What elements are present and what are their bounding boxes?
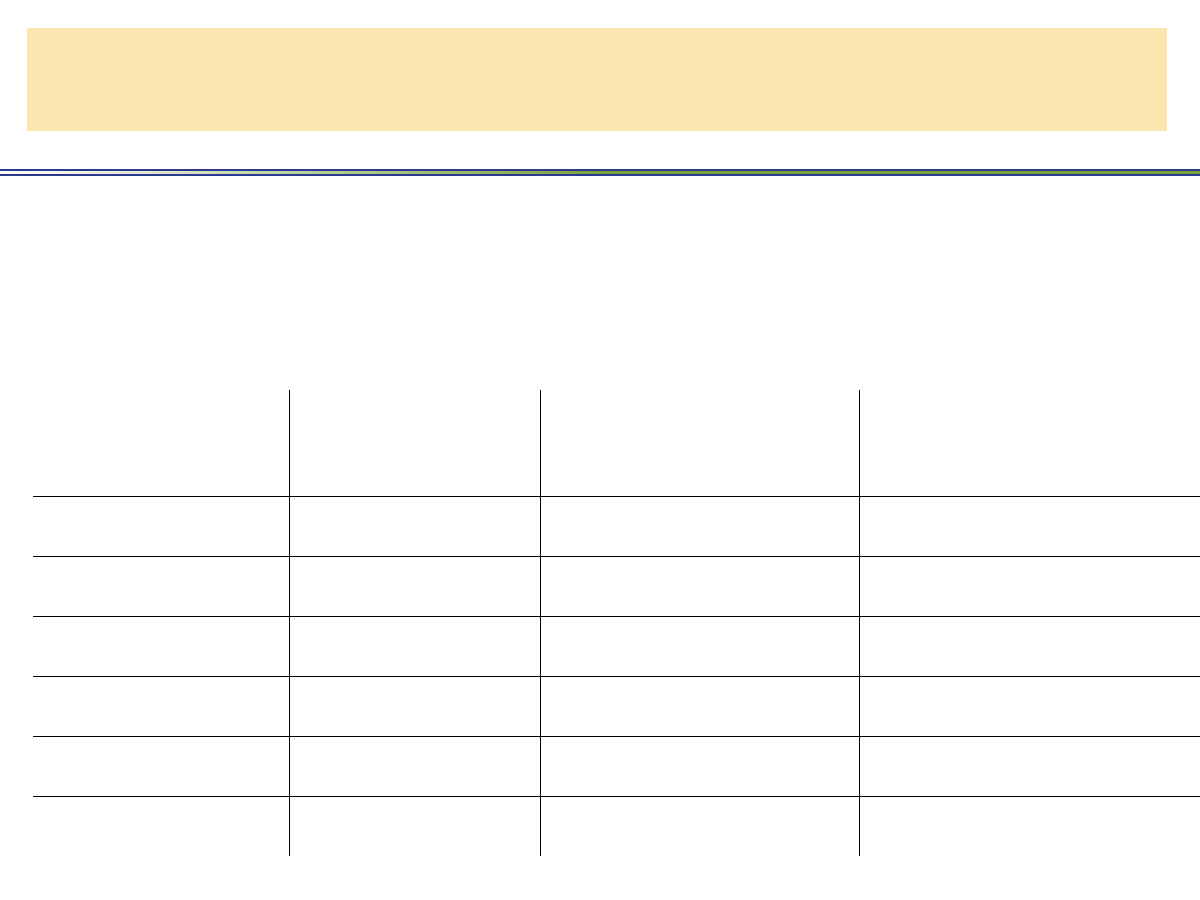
bacterial-rating [859,736,1200,796]
bacterial-rating [859,496,1200,556]
header-nonviral-vectors [540,390,859,496]
row-label [33,676,289,736]
nonviral-rating [540,676,859,736]
nonviral-rating [540,736,859,796]
viral-rating [289,736,540,796]
table-row [33,616,1200,676]
row-label [33,496,289,556]
viral-rating [289,556,540,616]
bullet-item [88,254,106,302]
row-label [33,796,289,856]
nonviral-rating [540,556,859,616]
viral-rating [289,676,540,736]
vector-comparison-table [33,390,1200,856]
nonviral-rating [540,616,859,676]
row-label [33,736,289,796]
bullet-item [88,302,106,350]
bacterial-rating [859,556,1200,616]
table-row [33,496,1200,556]
bullet-item [88,206,106,254]
table-header-row [33,390,1200,496]
header-bacterial-vectors [859,390,1200,496]
header-viral-vectors [289,390,540,496]
nonviral-rating [540,496,859,556]
table-row [33,736,1200,796]
divider-middle-line [0,171,1200,174]
table-row [33,556,1200,616]
header-empty-cell [33,390,289,496]
viral-rating [289,616,540,676]
bacterial-rating [859,796,1200,856]
bacterial-rating [859,676,1200,736]
table-row [33,796,1200,856]
divider-top-line [0,169,1200,171]
divider-bottom-line [0,174,1200,176]
title-divider [0,169,1200,176]
row-label [33,556,289,616]
bacterial-rating [859,616,1200,676]
nonviral-rating [540,796,859,856]
title-banner [27,28,1167,131]
table-row [33,676,1200,736]
bullet-list [88,206,106,350]
row-label [33,616,289,676]
viral-rating [289,796,540,856]
viral-rating [289,496,540,556]
